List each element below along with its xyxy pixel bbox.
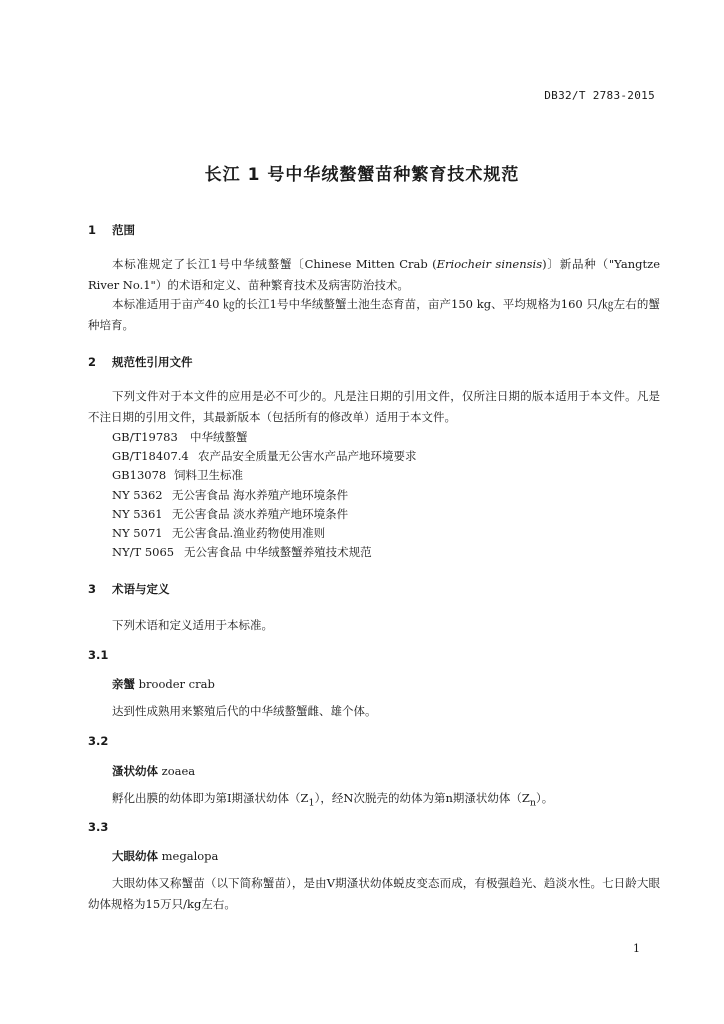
subscript-n: n [529, 797, 537, 809]
reference-code: NY 5071 [112, 526, 163, 541]
zoaea-def-a: 孵化出膜的幼体即为第Ⅰ期溞状幼体（Z [112, 791, 309, 805]
reference-name: 饲料卫生标准 [174, 468, 243, 483]
reference-name: 无公害食品 淡水养殖产地环境条件 [172, 506, 349, 521]
term-definition [88, 788, 660, 813]
reference-item [112, 447, 417, 466]
reference-code: GB/T18407.4 [112, 449, 189, 464]
term-number: 3.2 [88, 734, 109, 748]
term-name [112, 763, 195, 779]
reference-name: 无公害食品 中华绒螯蟹养殖技术规范 [184, 545, 372, 560]
section-number: 2 [88, 355, 97, 369]
scope-text-b: )〕新品种（"Yangtze River No.1"）的术语和定义、苗种繁育技术及病害防治技术。 [88, 257, 660, 292]
term-number: 3.3 [88, 820, 109, 834]
reference-name: 农产品安全质量无公害水产品产地环境要求 [198, 449, 417, 464]
term-definition: 大眼幼体又称蟹苗（以下简称蟹苗），是由Ⅴ期溞状幼体蜕皮变态而成，有极强趋光、趋淡水性。七日龄大眼幼体规格为15万只/kg左右。 [88, 876, 660, 911]
reference-code: NY/T 5065 [112, 545, 175, 560]
term-number: 3.1 [88, 648, 109, 662]
term-en: megalopa [161, 849, 219, 863]
reference-item [112, 543, 417, 562]
term-name [112, 676, 215, 692]
reference-item [112, 428, 417, 447]
section-title: 范围 [112, 223, 136, 237]
reference-code: NY 5362 [112, 487, 163, 502]
zoaea-def-c: ）。 [536, 791, 554, 805]
reference-code: GB13078 [112, 468, 167, 483]
scope-paragraph-2: 本标准适用于亩产40 ㎏的长江1号中华绒螯蟹土池生态育苗，亩产150 kg、平均规格为160 只/㎏左右的蟹种培育。 [88, 297, 660, 332]
terms-intro: 下列术语和定义适用于本标准。 [112, 618, 273, 632]
term-definition: 达到性成熟用来繁殖后代的中华绒螯蟹雌、雄个体。 [112, 704, 377, 718]
reference-code: NY 5361 [112, 506, 163, 521]
term-zh: 大眼幼体 [112, 849, 158, 863]
scope-text-a: 本标准规定了长江1号中华绒螯蟹〔Chinese Mitten Crab ( [112, 257, 437, 271]
reference-name: 无公害食品.渔业药物使用准则 [172, 526, 326, 541]
term-en: zoaea [161, 764, 196, 778]
section-title: 术语与定义 [112, 582, 170, 596]
term-en: brooder crab [138, 677, 215, 691]
scope-species-italic: Eriocheir sinensis [436, 257, 543, 271]
section-number: 3 [88, 582, 97, 596]
reference-item [112, 466, 417, 485]
term-zh: 溞状幼体 [112, 764, 158, 778]
reference-item [112, 486, 417, 505]
page-number: 1 [633, 942, 640, 955]
term-name [112, 848, 218, 864]
document-title: 长江 1 号中华绒螯蟹苗种繁育技术规范 [204, 165, 520, 185]
zoaea-def-b: ），经N次脱壳的幼体为第n期溞状幼体（Z [314, 791, 530, 805]
section-3-heading [88, 581, 170, 597]
reference-code: GB/T19783 [112, 430, 178, 444]
term-zh: 亲蟹 [112, 677, 135, 691]
references-intro: 下列文件对于本文件的应用是必不可少的。凡是注日期的引用文件，仅所注日期的版本适用于本文件。凡是不注日期的引用文件，其最新版本（包括所有的修改单）适用于本文件。 [88, 389, 660, 424]
subscript-1: 1 [308, 797, 315, 809]
section-2-heading [88, 354, 193, 370]
scope-paragraph-1 [88, 254, 660, 296]
reference-item [112, 505, 417, 524]
reference-list [112, 428, 417, 562]
section-number: 1 [88, 223, 97, 237]
reference-item [112, 524, 417, 543]
standard-code: DB32/T 2783-2015 [544, 89, 655, 102]
reference-name: 中华绒螯蟹 [190, 430, 248, 444]
section-1-heading [88, 222, 135, 238]
reference-name: 无公害食品 海水养殖产地环境条件 [172, 487, 349, 502]
section-title: 规范性引用文件 [112, 355, 193, 369]
